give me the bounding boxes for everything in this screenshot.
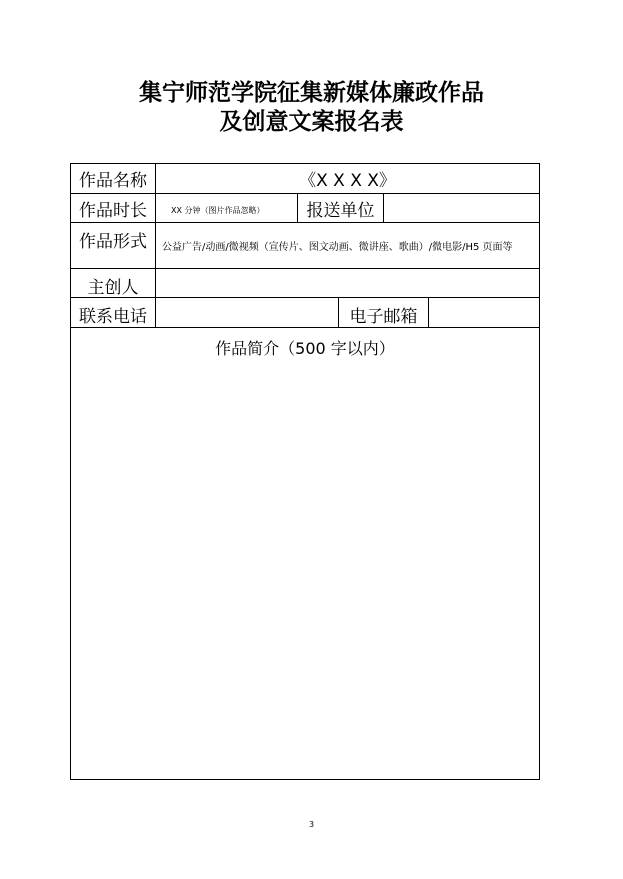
page-number: 3	[308, 820, 315, 829]
work-name-field[interactable]: 《X X X X》	[155, 164, 539, 193]
duration-field[interactable]: XX 分钟（图片作品忽略）	[155, 194, 297, 222]
format-field[interactable]: 公益广告/动画/微视频（宣传片、图文动画、微讲座、歌曲）/微电影/H5 页面等	[155, 223, 539, 268]
phone-label: 联系电话	[79, 307, 147, 327]
unit-field[interactable]	[383, 194, 539, 222]
unit-label: 报送单位	[297, 194, 383, 222]
registration-form	[70, 163, 540, 780]
summary-field[interactable]	[81, 364, 529, 769]
format-row	[71, 223, 539, 269]
duration-label: 作品时长	[79, 200, 147, 221]
document-title-line1: 集宁师范学院征集新媒体廉政作品	[139, 79, 484, 106]
document-title-line2: 及创意文案报名表	[219, 108, 404, 135]
summary-label: 作品简介（500 字以内）	[215, 339, 395, 358]
work-name-label: 作品名称	[79, 171, 147, 191]
work-name-row	[71, 164, 539, 194]
email-label: 电子邮箱	[338, 298, 428, 327]
phone-field[interactable]	[155, 298, 338, 327]
contact-row	[71, 298, 539, 328]
creator-field[interactable]	[155, 269, 539, 297]
duration-row	[71, 194, 539, 223]
email-field[interactable]	[428, 298, 539, 327]
creator-label: 主创人	[87, 277, 139, 298]
creator-row	[71, 269, 539, 298]
format-label: 作品形式	[79, 232, 147, 252]
